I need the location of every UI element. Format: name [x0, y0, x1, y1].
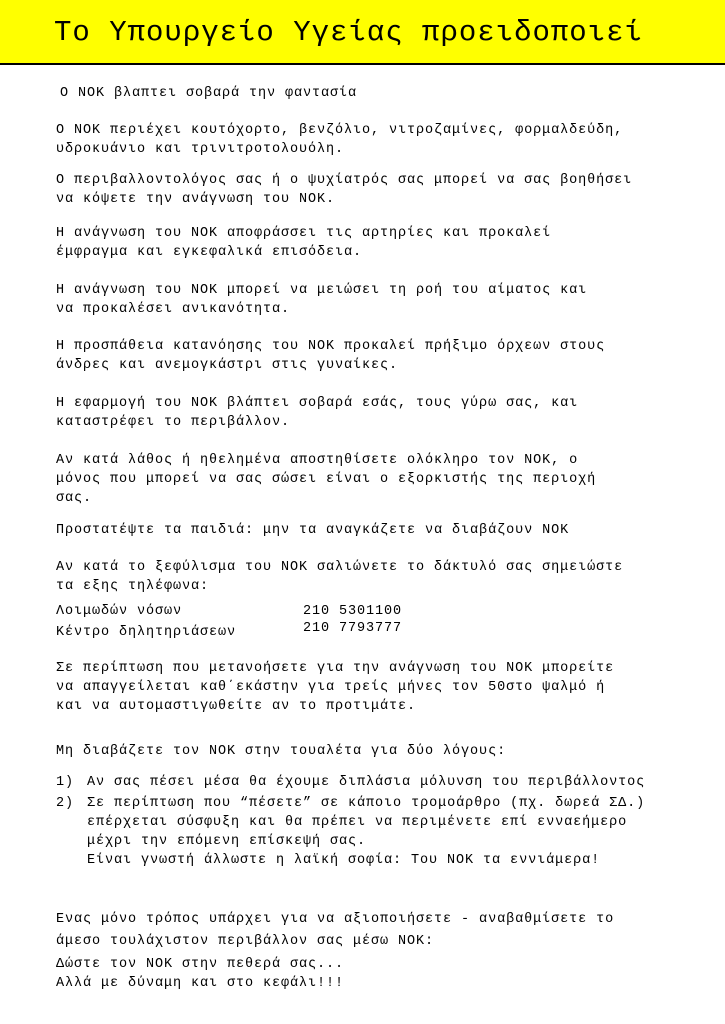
warning-paragraph [56, 558, 623, 596]
reason-item [56, 794, 645, 870]
warning-paragraph [56, 394, 578, 432]
text-line: Ενας μόνο τρόπος υπάρχει για να αξιοποιήσετε - αναβαθμίσετε το [56, 912, 615, 927]
closing-paragraph [56, 910, 614, 951]
repent-paragraph [56, 659, 614, 716]
text-line: μέχρι την επόμενη επίσκεψή σας. [87, 834, 367, 849]
phone-label: Κέντρο δηλητηριάσεων [56, 625, 237, 640]
warning-paragraph [56, 451, 596, 508]
warning-paragraph [56, 337, 605, 375]
page-title: Το Υπουργείο Υγείας προειδοποιεί [54, 16, 643, 49]
text-line: Προστατέψτε τα παιδιά: μην τα αναγκάζετε να διαβάζουν ΝΟΚ [56, 523, 570, 538]
text-line: να προκαλέσει ανικανότητα. [56, 302, 291, 317]
text-line: Δώστε τον ΝΟΚ στην πεθερά σας... [56, 957, 345, 972]
final-paragraph [56, 955, 344, 993]
text-line: Η εφαρμογή του ΝΟΚ βλάπτει σοβαρά εσάς, τους γύρω σας, και [56, 396, 579, 411]
toilet-intro: Μη διαβάζετε τον ΝΟΚ στην τουαλέτα για δύο λόγους: [56, 744, 507, 759]
warning-paragraph [56, 224, 551, 262]
text-line: Ο περιβαλλοντολόγος σας ή ο ψυχίατρός σας μπορεί να σας βοηθήσει [56, 173, 633, 188]
text-line: Αλλά με δύναμη και στο κεφάλι!!! [56, 976, 345, 991]
text-line: μόνος που μπορεί να σας σώσει είναι ο εξορκιστής της περιοχή [56, 472, 597, 487]
text-line: τα εξης τηλέφωνα: [56, 579, 210, 594]
warning-paragraph [56, 121, 623, 159]
text-line: Ο ΝΟΚ βλαπτει σοβαρά την φαντασία [60, 86, 358, 101]
list-marker: 1) [56, 775, 75, 790]
phone-label: Λοιμωδών νόσων [56, 604, 183, 619]
text-line: Σε περίπτωση που “πέσετε” σε κάποιο τρομοάρθρο (πχ. δωρεά ΣΔ.) [87, 796, 646, 811]
text-line: Είναι γνωστή άλλωστε η λαϊκή σοφία: Του ΝΟΚ τα εννιάμερα! [87, 853, 601, 868]
text-line: έμφραγμα και εγκεφαλικά επισόδεια. [56, 245, 363, 260]
text-line: άνδρες και ανεμογκάστρι στις γυναίκες. [56, 358, 399, 373]
text-line: Η ανάγνωση του ΝΟΚ μπορεί να μειώσει τη ροή του αίματος και [56, 283, 588, 298]
title-banner [0, 0, 725, 65]
text-line: να απαγγείλεται καθ΄εκάστην για τρείς μήνες τον 50στο ψαλμό ή [56, 680, 606, 695]
warning-paragraph [56, 171, 632, 209]
text-line: Αν κατά το ξεφύλισμα του ΝΟΚ σαλιώνετε το δάκτυλό σας σημειώστε [56, 560, 624, 575]
text-line: και να αυτομαστιγωθείτε αν το προτιμάτε. [56, 699, 417, 714]
warning-paragraph [56, 281, 587, 319]
text-line: καταστρέφει το περιβάλλον. [56, 415, 291, 430]
warning-paragraph [56, 521, 569, 540]
text-line: Αν κατά λάθος ή ηθελημένα αποστηθίσετε ολόκληρο τον ΝΟΚ, ο [56, 453, 579, 468]
warning-paragraph [60, 84, 357, 103]
phone-number: 210 7793777 [303, 621, 403, 636]
reason-item [56, 773, 645, 792]
list-marker: 2) [56, 796, 75, 811]
text-line: επέρχεται σύσφυξη και θα πρέπει να περιμένετε επί ενναεήμερο [87, 815, 628, 830]
text-line: Η ανάγνωση του ΝΟΚ αποφράσσει τις αρτηρίες και προκαλεί [56, 226, 552, 241]
text-line: υδροκυάνιο και τρινιτροτολουόλη. [56, 142, 345, 157]
text-line: Η προσπάθεια κατανόησης του ΝΟΚ προκαλεί πρήξιμο όρχεων στους [56, 339, 606, 354]
phone-number: 210 5301100 [303, 604, 403, 619]
text-line: Ο ΝΟΚ περιέχει κουτόχορτο, βενζόλιο, νιτροζαμίνες, φορμαλδεύδη, [56, 123, 624, 138]
text-line: Αν σας πέσει μέσα θα έχουμε διπλάσια μόλυνση του περιβάλλοντος [87, 775, 646, 790]
text-line: να κόψετε την ανάγνωση του ΝΟΚ. [56, 192, 336, 207]
text-line: Σε περίπτωση που μετανοήσετε για την ανάγνωση του ΝΟΚ μπορείτε [56, 661, 615, 676]
text-line: σας. [56, 491, 93, 506]
text-line: άμεσο τουλάχιστον περιβάλλον σας μέσω ΝΟΚ: [56, 934, 435, 949]
